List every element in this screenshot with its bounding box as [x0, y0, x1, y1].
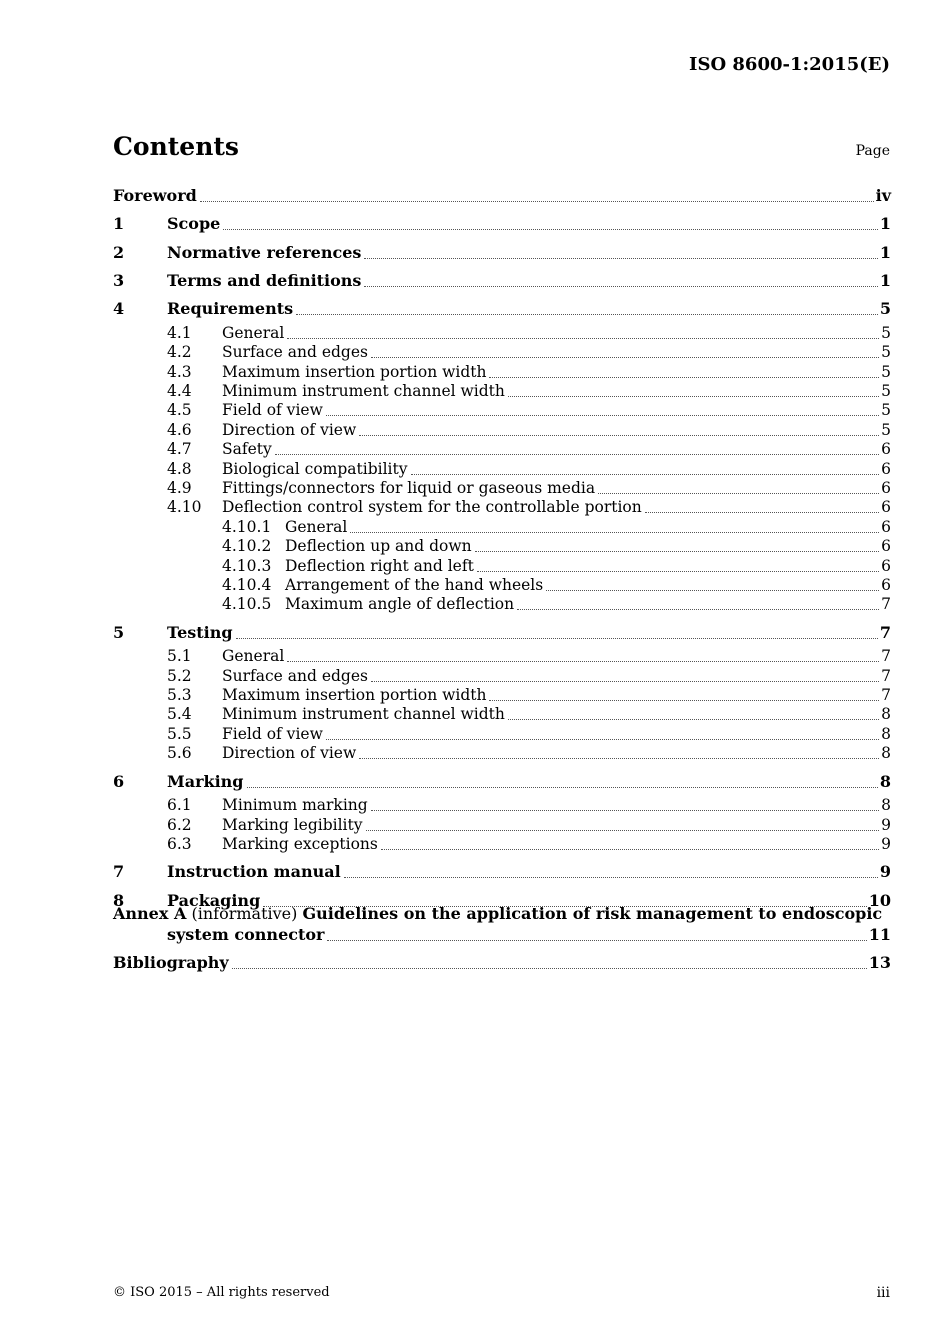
toc-entry-title: Maximum insertion portion width: [222, 686, 487, 704]
toc-entry-title: Deflection control system for the controllable portion: [222, 498, 642, 517]
bibliography-page: 13: [868, 953, 891, 972]
footer-copyright: © ISO 2015 – All rights reserved: [113, 1285, 330, 1300]
leader-dots: [326, 738, 879, 740]
toc-entry-title: Surface and edges: [222, 343, 368, 362]
leader-dots: [475, 550, 879, 552]
toc-entry-page: 5: [881, 343, 891, 362]
leader-dots: [517, 608, 879, 610]
contents-heading: Contents: [113, 132, 240, 161]
toc-entry-number: 5.5: [167, 724, 192, 743]
toc-entry-page: 5: [881, 381, 891, 400]
toc-entry-title: Maximum insertion portion width: [222, 362, 487, 381]
toc-entry[interactable]: [167, 362, 891, 382]
toc-entry-title: Packaging: [167, 890, 261, 910]
toc-entry[interactable]: [167, 459, 891, 479]
leader-dots: [366, 829, 880, 831]
toc-entry-title: Deflection up and down: [285, 537, 472, 556]
toc-entry-page: 6: [881, 517, 891, 536]
leader-dots: [489, 699, 879, 701]
toc-entry-page: 8: [881, 744, 891, 763]
leader-dots: [371, 680, 879, 682]
toc-entry-number: 6: [113, 771, 125, 791]
leader-dots: [371, 809, 879, 811]
toc-entry-number: 6.1: [167, 796, 192, 815]
toc-entry-page: 5: [881, 420, 891, 439]
toc-entry[interactable]: [167, 497, 891, 517]
leader-dots: [598, 492, 879, 494]
toc-entry-number: 3: [113, 270, 125, 290]
toc-entry-page: 6: [881, 498, 891, 517]
toc-entry-page: 1: [879, 214, 891, 234]
toc-entry-number: 2: [113, 242, 125, 262]
toc-entry[interactable]: [167, 834, 891, 854]
toc-entry[interactable]: [167, 795, 891, 815]
toc-entry[interactable]: [113, 271, 891, 291]
toc-entry-title: Terms and definitions: [167, 270, 362, 290]
toc-entry-page: 6: [881, 478, 891, 497]
leader-dots: [232, 967, 867, 969]
toc-entry[interactable]: [113, 243, 891, 263]
toc-entry-page: 7: [881, 686, 891, 704]
leader-dots: [326, 414, 879, 416]
toc-entry-title: Marking exceptions: [222, 834, 378, 853]
leader-dots: [350, 531, 879, 533]
toc-entry-title: Field of view: [222, 401, 323, 420]
toc-entry-page: 9: [879, 862, 891, 882]
toc-entry-title: General: [222, 323, 285, 342]
toc-entry[interactable]: [222, 517, 891, 537]
toc-entry[interactable]: [222, 556, 891, 576]
toc-entry[interactable]: [167, 323, 891, 343]
toc-entry-number: 4.10: [167, 498, 202, 517]
toc-bibliography-entry[interactable]: [113, 953, 891, 973]
toc-entry-page: 10: [868, 890, 891, 910]
toc-entry-title: Biological compatibility: [222, 459, 408, 478]
toc-entry-number: 5.4: [167, 705, 192, 724]
leader-dots: [364, 285, 877, 287]
toc-entry[interactable]: [113, 772, 891, 792]
leader-dots: [489, 376, 879, 378]
leader-dots: [236, 637, 878, 639]
annex-label: Annex A: [113, 904, 187, 923]
toc-entry[interactable]: [167, 685, 891, 705]
toc-entry-page: 5: [879, 299, 891, 319]
toc-entry-page: 5: [881, 401, 891, 420]
toc-entry[interactable]: [167, 724, 891, 744]
annex-type: (informative): [191, 904, 298, 923]
leader-dots: [359, 757, 879, 759]
leader-dots: [344, 876, 878, 878]
toc-entry-title: Requirements: [167, 299, 294, 319]
toc-entry[interactable]: [167, 381, 891, 401]
toc-entry-title: General: [222, 647, 285, 666]
toc-entry-title: Maximum angle of deflection: [285, 595, 515, 614]
leader-dots: [200, 200, 874, 202]
toc-entry-number: 4.4: [167, 381, 192, 400]
toc-entry-title: Field of view: [222, 724, 323, 743]
toc-entry-page: iv: [875, 186, 891, 205]
toc-entry[interactable]: [113, 214, 891, 234]
leader-dots: [381, 848, 879, 850]
toc-entry[interactable]: [113, 299, 891, 319]
toc-entry-page: 6: [881, 575, 891, 594]
leader-dots: [296, 313, 878, 315]
toc-entry-page: 8: [881, 705, 891, 724]
footer-page-number: iii: [876, 1285, 890, 1301]
toc-entry-page: 5: [881, 323, 891, 342]
toc-entry-title: Deflection right and left: [285, 556, 474, 575]
toc-entry-page: 7: [881, 647, 891, 666]
toc-entry-page: 1: [879, 242, 891, 262]
toc-entry-page: 5: [881, 362, 891, 381]
toc-entry-title: Normative references: [167, 242, 362, 262]
toc-entry-number: 6.3: [167, 834, 192, 853]
leader-dots: [287, 337, 879, 339]
toc-entry[interactable]: [222, 594, 891, 614]
toc-annex-entry[interactable]: [113, 904, 891, 950]
toc-entry-title: Minimum instrument channel width: [222, 381, 505, 400]
toc-entry-number: 4.10.2: [222, 537, 272, 556]
toc-entry-title: Minimum marking: [222, 796, 368, 815]
toc-entry-number: 5.3: [167, 686, 192, 704]
toc-entry-number: 4.3: [167, 362, 192, 381]
leader-dots: [364, 257, 877, 259]
toc-entry-number: 4.7: [167, 440, 192, 459]
toc-entry[interactable]: [167, 478, 891, 498]
annex-page: 11: [868, 925, 891, 944]
toc-entry-number: 8: [113, 890, 125, 910]
toc-entry[interactable]: [167, 815, 891, 835]
toc-entry-title: Marking: [167, 771, 244, 791]
leader-dots: [287, 660, 879, 662]
leader-dots: [477, 570, 879, 572]
toc-entry-page: 6: [881, 537, 891, 556]
toc-entry-number: 1: [113, 214, 125, 234]
document-id: ISO 8600-1:2015(E): [689, 54, 890, 75]
toc-entry-title: Foreword: [113, 186, 197, 205]
annex-title-line2-row: [167, 925, 891, 945]
toc-entry-number: 4.1: [167, 323, 192, 342]
leader-dots: [546, 589, 879, 591]
leader-dots: [359, 434, 879, 436]
toc-entry-title: Instruction manual: [167, 862, 341, 882]
toc-entry-page: 6: [881, 440, 891, 459]
toc-entry-title: Marking legibility: [222, 815, 363, 834]
toc-entry[interactable]: [167, 666, 891, 686]
leader-dots: [327, 939, 866, 941]
toc-entry-page: 6: [881, 556, 891, 575]
toc-entry[interactable]: [167, 420, 891, 440]
toc-entry-page: 8: [879, 771, 891, 791]
toc-entry[interactable]: [167, 743, 891, 763]
toc-entry[interactable]: [167, 439, 891, 459]
toc-entry-number: 5.1: [167, 647, 192, 666]
annex-title-line1: [113, 904, 882, 924]
toc-entry-number: 4.10.5: [222, 595, 272, 614]
annex-title-first: Guidelines on the application of risk management to endoscopic: [302, 904, 883, 923]
toc-entry-page: 8: [881, 724, 891, 743]
toc-entry-number: 4.10.1: [222, 517, 272, 536]
toc-entry[interactable]: [113, 623, 891, 643]
toc-entry-page: 8: [881, 796, 891, 815]
toc-entry-number: 4.10.4: [222, 575, 272, 594]
toc-entry-title: General: [285, 517, 348, 536]
leader-dots: [645, 511, 879, 513]
toc-entry[interactable]: [167, 646, 891, 666]
toc-entry-title: Arrangement of the hand wheels: [285, 575, 544, 594]
toc-entry-number: 7: [113, 862, 125, 882]
leader-dots: [411, 473, 880, 475]
toc-entry[interactable]: [222, 536, 891, 556]
toc-entry-number: 5.6: [167, 744, 192, 763]
toc-entry-number: 4.2: [167, 343, 192, 362]
leader-dots: [275, 453, 879, 455]
toc-entry-title: Direction of view: [222, 744, 357, 763]
toc-entry-number: 4: [113, 299, 125, 319]
toc-entry-page: 1: [879, 270, 891, 290]
leader-dots: [371, 356, 879, 358]
toc-entry-number: 6.2: [167, 815, 192, 834]
toc-entry-number: 5.2: [167, 666, 192, 685]
toc-entry-number: 4.5: [167, 401, 192, 420]
toc-entry[interactable]: [167, 342, 891, 362]
toc-entry-page: 9: [881, 834, 891, 853]
toc-entry[interactable]: [113, 862, 891, 882]
toc-entry-title: Minimum instrument channel width: [222, 705, 505, 724]
toc-entry-number: 5: [113, 622, 125, 642]
toc-entry-title: Safety: [222, 440, 272, 459]
toc-entry[interactable]: [167, 400, 891, 420]
toc-entry-number: 4.10.3: [222, 556, 272, 575]
leader-dots: [508, 718, 879, 720]
toc-entry[interactable]: [167, 704, 891, 724]
toc-entry[interactable]: [113, 186, 891, 206]
toc-entry-page: 9: [881, 815, 891, 834]
toc-entry-title: Testing: [167, 622, 233, 642]
leader-dots: [508, 395, 879, 397]
toc-entry-title: Scope: [167, 214, 221, 234]
toc-entry[interactable]: [222, 575, 891, 595]
toc-entry-page: 7: [879, 622, 891, 642]
toc-entry-number: 4.9: [167, 478, 192, 497]
toc-entry-page: 7: [881, 595, 891, 614]
page-column-label: Page: [855, 143, 890, 159]
leader-dots: [223, 228, 878, 230]
toc-entry-title: Fittings/connectors for liquid or gaseous media: [222, 478, 596, 497]
toc-entry-title: Direction of view: [222, 420, 357, 439]
toc-entry-title: Surface and edges: [222, 666, 368, 685]
annex-title-second: system connector: [167, 925, 325, 944]
toc-entry-page: 6: [881, 459, 891, 478]
toc-entry-number: 4.6: [167, 420, 192, 439]
leader-dots: [247, 786, 878, 788]
toc-entry-number: 4.8: [167, 459, 192, 478]
toc-entry-page: 7: [881, 666, 891, 685]
bibliography-title: Bibliography: [113, 953, 229, 972]
